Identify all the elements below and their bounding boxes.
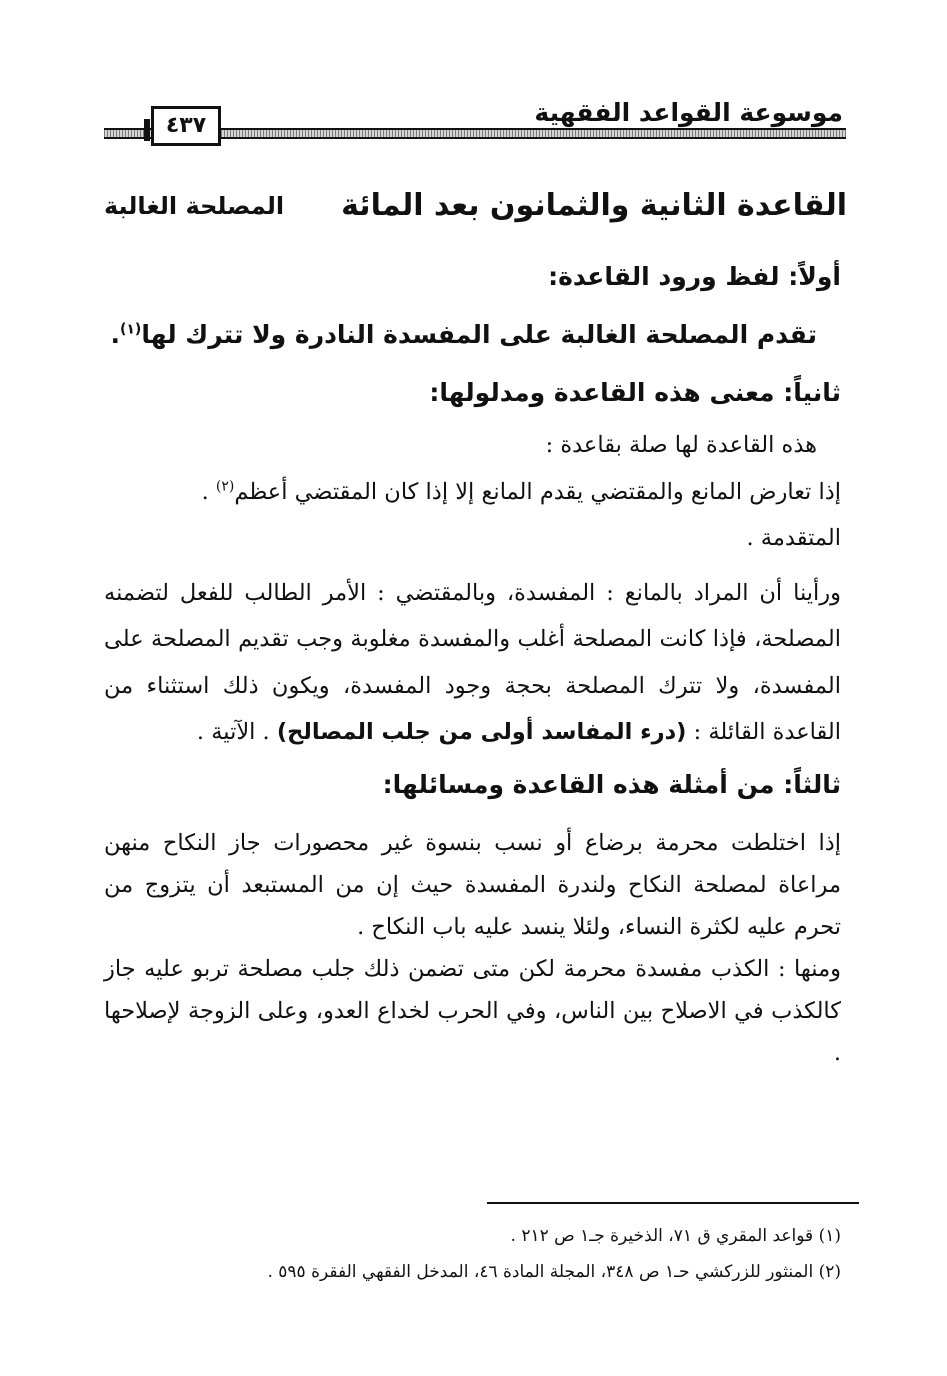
footnote-separator	[487, 1202, 859, 1204]
rule-statement-text: تقدم المصلحة الغالبة على المفسدة النادرة ولا تترك لها	[141, 320, 817, 349]
maxim-quote: (درء المفاسد أولى من جلب المصالح)	[276, 719, 687, 745]
related-rule-text: إذا تعارض المانع والمقتضي يقدم المانع إلا إذا كان المقتضي أعظم	[234, 478, 841, 505]
section-heading-examples: ثالثاً: من أمثلة هذه القاعدة ومسائلها:	[382, 769, 841, 799]
meaning-intro: هذه القاعدة لها صلة بقاعدة :	[545, 432, 817, 458]
footnote-1: (١) قواعد المقري ق ٧١، الذخيرة جـ١ ص ٢١٢ .	[510, 1226, 841, 1246]
meaning-paragraph	[104, 570, 841, 756]
rule-topic: المصلحة الغالبة	[104, 192, 285, 220]
page-number-box	[151, 106, 221, 146]
main-text	[104, 248, 841, 1074]
meaning-paragraph-end: . الآتية .	[196, 719, 277, 745]
rule-title: القاعدة الثانية والثمانون بعد المائة	[341, 188, 847, 223]
running-header-title: موسوعة القواعد الفقهية	[534, 98, 843, 127]
page-number: ٤٣٧	[165, 113, 207, 138]
related-rule-continuation: المتقدمة .	[746, 525, 841, 551]
section-heading-meaning: ثانياً: معنى هذه القاعدة ومدلولها:	[429, 378, 841, 407]
rule-statement	[104, 306, 817, 364]
footnote-2: (٢) المنثور للزركشي حـ١ ص ٣٤٨، المجلة المادة ٤٦، المدخل الفقهي الفقرة ٥٩٥ .	[267, 1262, 841, 1282]
related-rule-end: .	[201, 478, 216, 505]
example-paragraph-2: ومنها : الكذب مفسدة محرمة لكن متى تضمن ذلك جلب مصلحة تربو عليه جاز كالكذب في الاصلاح بين الناس، وفي الحرب لخداع العدو، وعلى الزوجة لإصلاحها .	[104, 955, 841, 1066]
example-paragraph-1: إذا اختلطت محرمة برضاع أو نسب بنسوة غير محصورات جاز النكاح منهن مراعاة لمصلحة النكاح ولندرة المفسدة حيث إن من المستبعد أن يتزوج من تحرم عليه لكثرة النساء، ولئلا ينسد عليه باب النكاح .	[104, 829, 841, 940]
section-heading-wording: أولاً: لفظ ورود القاعدة:	[548, 262, 841, 291]
related-rule	[104, 469, 841, 516]
footnotes	[104, 1218, 841, 1290]
rule-statement-end: .	[110, 320, 120, 349]
footnote-ref-1: (١)	[119, 321, 142, 338]
meaning-paragraph-text: ورأينا أن المراد بالمانع : المفسدة، وبالمقتضي : الأمر الطالب للفعل لتضمنه المصلحة، فإذا كانت المصلحة أغلب والمفسدة مغلوبة وجب تقديم المصلحة على المفسدة، ولا تترك المصلحة بحجة وجود المفسدة، ويكون ذلك استثناء من القاعدة القائلة :	[104, 579, 841, 745]
footnote-ref-2: (٢)	[215, 478, 235, 494]
